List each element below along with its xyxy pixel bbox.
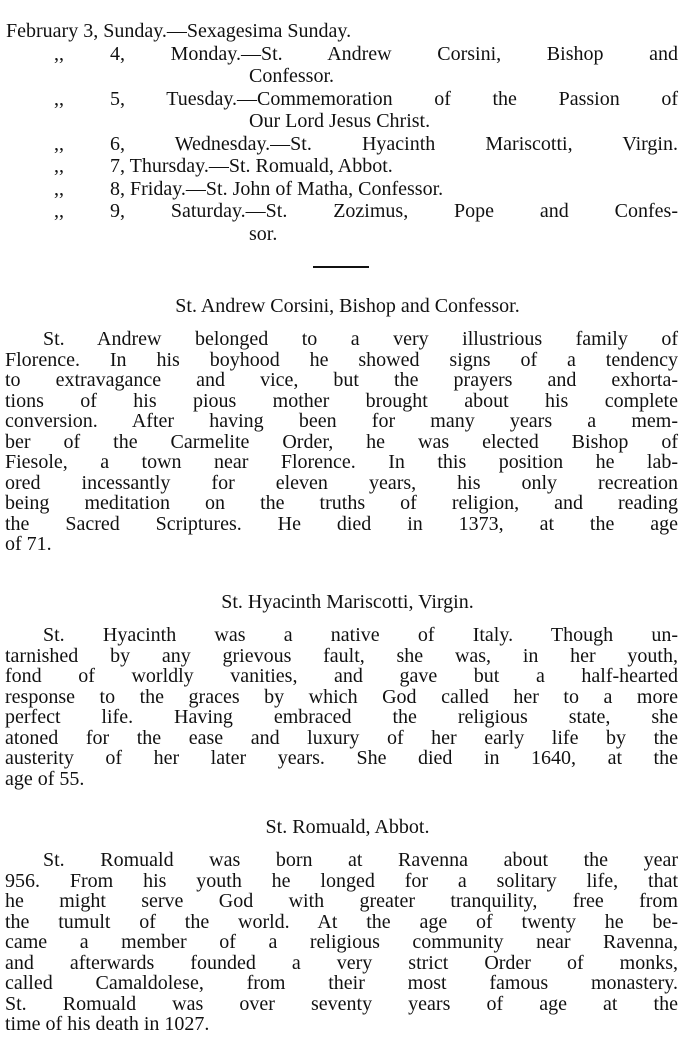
ditto-mark: ,, bbox=[54, 155, 64, 177]
calendar-entry bbox=[0, 88, 695, 111]
paragraph-line: 956. From his youth he longed for a solitary life, that bbox=[5, 869, 678, 892]
paragraph-line: fond of worldly vanities, and gave but a half-hearted bbox=[5, 665, 678, 687]
feast-calendar bbox=[0, 20, 695, 245]
calendar-text: 6, Wednesday.—St. Hyacinth Mariscotti, Virgin. bbox=[110, 132, 678, 155]
calendar-entry bbox=[0, 43, 695, 66]
paragraph-line: conversion. After having been for many years a mem- bbox=[5, 410, 678, 432]
ditto-mark: ,, bbox=[54, 87, 64, 110]
paragraph-line: being meditation on the truths of religion, and reading bbox=[5, 492, 678, 514]
calendar-text: 8, Friday.—St. John of Matha, Confessor. bbox=[110, 177, 444, 200]
section-paragraph bbox=[5, 625, 678, 789]
ditto-mark: ,, bbox=[54, 132, 64, 155]
calendar-entry bbox=[0, 155, 695, 178]
calendar-text: 7, Thursday.—St. Romuald, Abbot. bbox=[110, 155, 393, 177]
paragraph-line: time of his death in 1027. bbox=[5, 1013, 210, 1035]
ditto-mark: ,, bbox=[54, 42, 64, 65]
calendar-entry-continuation bbox=[0, 223, 695, 246]
calendar-text: 5, Tuesday.—Commemoration of the Passion of bbox=[110, 87, 678, 110]
paragraph-line: of 71. bbox=[5, 533, 52, 555]
paragraph-line: tarnished by any grievous fault, she was, in her youth, bbox=[5, 644, 678, 667]
paragraph-line: St. Romuald was born at Ravenna about the year bbox=[43, 849, 678, 871]
paragraph-line: Fiesole, a town near Florence. In this position he lab- bbox=[5, 451, 678, 473]
paragraph-line: the tumult of the world. At the age of twenty he be- bbox=[5, 910, 678, 933]
paragraph-line: he might serve God with greater tranquility, free from bbox=[5, 890, 678, 912]
paragraph-line: Florence. In his boyhood he showed signs of a tendency bbox=[5, 348, 678, 371]
calendar-text: 4, Monday.—St. Andrew Corsini, Bishop and bbox=[110, 42, 678, 65]
section-paragraph bbox=[5, 329, 678, 555]
paragraph-line: ored incessantly for eleven years, his only recreation bbox=[5, 471, 678, 494]
paragraph-line: St. Hyacinth was a native of Italy. Though un- bbox=[43, 624, 678, 646]
calendar-text: Our Lord Jesus Christ. bbox=[249, 110, 431, 132]
section-paragraph bbox=[5, 850, 678, 1035]
ditto-mark: ,, bbox=[54, 177, 64, 200]
paragraph-line: and afterwards founded a very strict Order of monks, bbox=[5, 951, 678, 974]
calendar-entry-continuation bbox=[0, 110, 695, 133]
paragraph-line: St. Romuald was over seventy years of age at the bbox=[5, 992, 678, 1015]
section-heading: St. Hyacinth Mariscotti, Virgin. bbox=[221, 591, 474, 613]
paragraph-line: austerity of her later years. She died in 1640, at the bbox=[5, 747, 678, 769]
paragraph-line: response to the graces by which God called her to a more bbox=[5, 685, 678, 708]
calendar-entry-continuation bbox=[0, 65, 695, 88]
paragraph-line: tions of his pious mother brought about his complete bbox=[5, 389, 678, 412]
calendar-entry bbox=[0, 133, 695, 156]
calendar-entry bbox=[0, 20, 695, 43]
calendar-text: 9, Saturday.—St. Zozimus, Pope and Confes- bbox=[110, 200, 678, 222]
section-heading: St. Andrew Corsini, Bishop and Confessor. bbox=[175, 295, 520, 317]
calendar-entry bbox=[0, 178, 695, 201]
paragraph-line: called Camaldolese, from their most famous monastery. bbox=[5, 972, 678, 994]
paragraph-line: perfect life. Having embraced the religious state, she bbox=[5, 706, 678, 728]
section-divider bbox=[313, 266, 369, 268]
calendar-text: February 3, Sunday.—Sexagesima Sunday. bbox=[6, 20, 352, 42]
calendar-entry bbox=[0, 200, 695, 223]
paragraph-line: atoned for the ease and luxury of her early life by the bbox=[5, 726, 678, 749]
paragraph-line: came a member of a religious community near Ravenna, bbox=[5, 931, 678, 953]
ditto-mark: ,, bbox=[54, 200, 64, 222]
calendar-text: Confessor. bbox=[249, 65, 334, 87]
paragraph-line: St. Andrew belonged to a very illustrious family of bbox=[43, 328, 678, 350]
paragraph-line: age of 55. bbox=[5, 767, 85, 790]
paragraph-line: ber of the Carmelite Order, he was elected Bishop of bbox=[5, 430, 678, 453]
calendar-text: sor. bbox=[249, 222, 278, 245]
paragraph-line: to extravagance and vice, but the prayers and exhorta- bbox=[5, 369, 678, 391]
section-heading: St. Romuald, Abbot. bbox=[265, 816, 430, 838]
paragraph-line: the Sacred Scriptures. He died in 1373, at the age bbox=[5, 512, 678, 535]
